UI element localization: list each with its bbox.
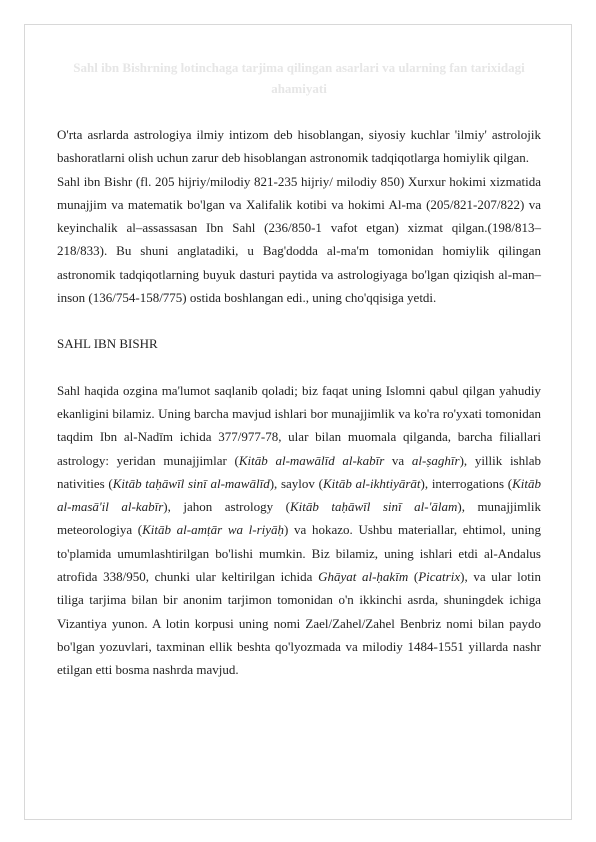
body-text: va [384,452,412,468]
intro-paragraph-1: O'rta asrlarda astrologiya ilmiy intizom deb hisoblangan, siyosiy kuchlar 'ilmiy' astrolojik bashoratlarni olish uchun zarur deb hisoblangan astronomik tadqiqotlarga homiylik qilgan. [57,127,541,166]
section-heading: SAHL IBN BISHR [57,336,158,352]
book-title: Kitāb taḥāwīl sinī al-mawālīd [112,475,270,491]
book-title: Kitāb taḥāwīl sinī al-'ālam [289,499,458,515]
body-paragraph [57,379,541,682]
body-text: ), interrogations ( [420,475,513,491]
body-text: Sahl haqida ozgina ma'lumot saqlanib qoladi; biz faqat uning Islomni qabul qilgan yahudiy ekanligini bilamiz. Uning barcha mavjud ishlari bor munajjimlik va ko'ra ro'yxati tomonidan taqdim Ibn al-Nadīm ichida 377/977-78, ular bilan muomala qilganda, barcha filiallari astrology: yeridan munajjimlar ( [57,382,541,468]
intro-paragraph-2: Sahl ibn Bishr (fl. 205 hijriy/milodiy 821-235 hijriy/ milodiy 850) Xurxur hokimi xizmatida munajjim va matematik bo'lgan va Xalifalik kotibi va hokimi Al-ma (205/821-207/822) va keyinchalik al–assassasan Ibn Sahl (236/850-1 vafot etgan) xizmat qilgan.(198/813–218/833). Bu shuni anglatadiki, u Bag'dodda al-ma'm tomonidan homiylik qilingan astronomik tadqiqotlarning buyuk dasturi paytida va astrologiyaga bo'lgan qiziqish al-man–inson (136/754-158/775) ostida boshlangan edi., uning cho'qqisiga yetdi. [57,173,541,306]
book-title: Kitāb al-ikhtiyārāt [322,475,421,491]
body-text: ( [408,569,419,585]
book-title: Kitāb al-mawālīd al-kabīr [238,452,385,468]
book-title: al-ṣaghīr [411,452,460,468]
book-title: Kitāb al-amṭār wa l-riyāḥ [142,522,285,538]
document-title: Sahl ibn Bishrning lotinchaga tarjima qilingan asarlari va ularning fan tarixidagi ahamiyati [73,60,525,96]
body-text: ), munajjimlik meteorologiya ( [57,499,541,538]
book-title: Kitāb al-masā'il al-kabīr [57,475,541,515]
spacer [57,309,541,332]
spacer [57,356,541,379]
document-content [57,57,541,682]
body-text: ) va hokazo. Ushbu materiallar, ehtimol, uning to'plamida umumlashtirilgan bo'lishi mumkin. Biz bilamiz, uning ishlari etdi al-Andalus atrofida 338/950, chunki ular keltirilgan ichida [57,522,541,585]
book-title: Picatrix [418,569,461,585]
body-text: ), saylov ( [269,475,323,491]
body-text: ), jahon astrology ( [163,499,290,515]
book-title: Ghāyat al-ḥakīm [318,569,409,585]
body-text: ), va ular lotin tiliga tarjima bilan bir anonim tarjimon tomonidan o'n ikkinchi asrda, shuningdek ichiga Vizantiya yunon. A lotin korpusi uning nomi Zael/Zahel/Zahel Benbriz nomi bilan paydo bo'lgan yozuvlari, taxminan ellik beshta qo'lyozmada va milodiy 1484-1551 yillarda nashr etilgan etti bosma nashrda mavjud. [57,569,541,678]
body-text: ), yillik ishlab nativities ( [57,452,541,491]
